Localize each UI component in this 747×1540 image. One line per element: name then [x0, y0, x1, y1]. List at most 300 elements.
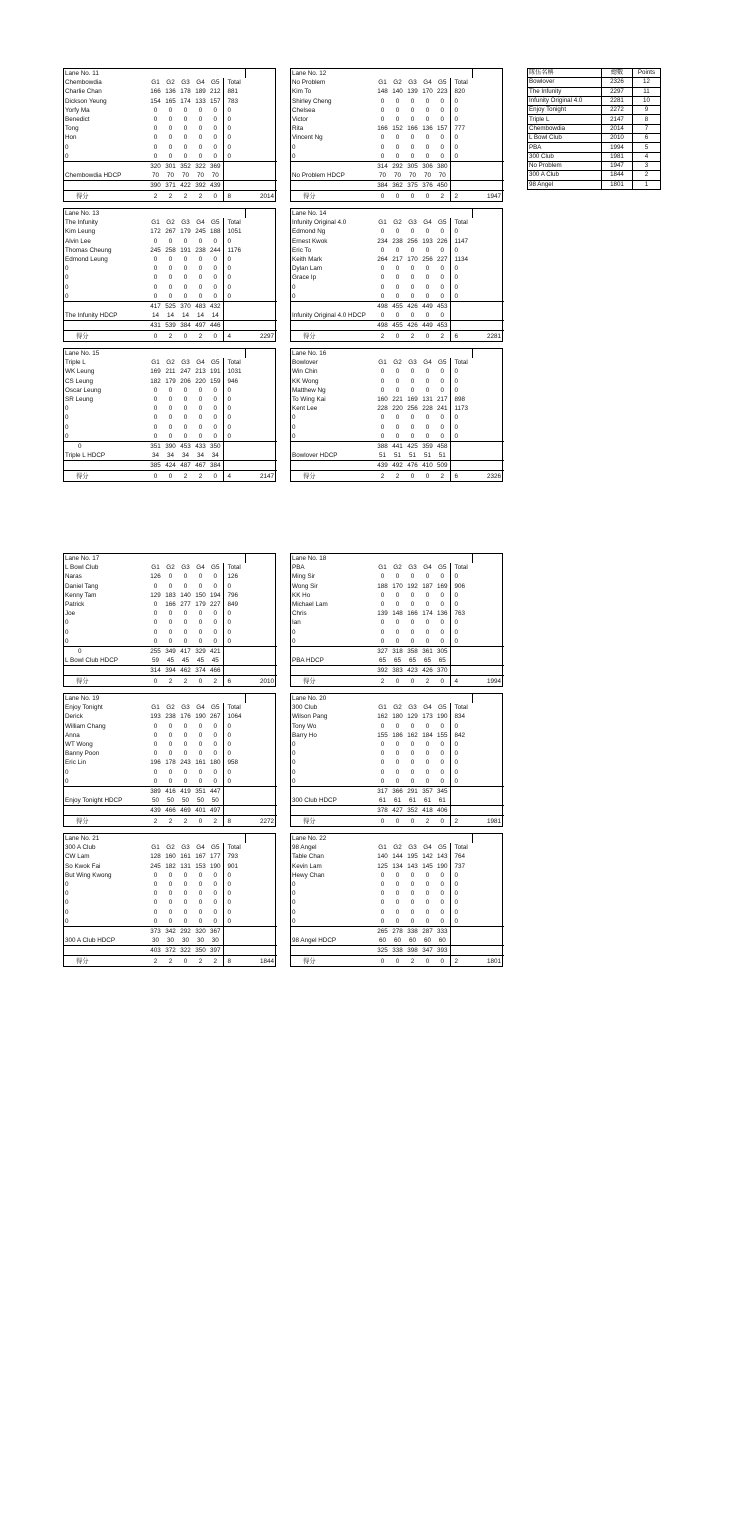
game-score: 0: [425, 890, 430, 898]
column-header: Total: [223, 78, 277, 87]
player-row: [64, 432, 277, 442]
player-name: Banny Poon: [65, 750, 100, 758]
player-name: Victor: [292, 116, 308, 124]
game-score: 0: [213, 256, 217, 264]
game-score: 0: [380, 414, 385, 422]
blank-cell: [223, 321, 277, 331]
game-score: 0: [153, 899, 158, 907]
game-score: 0: [168, 423, 173, 431]
hdcp-score: 51: [423, 452, 431, 460]
hdcp-score: 0: [395, 312, 400, 320]
player-row: [64, 871, 277, 880]
game-score: 0: [395, 377, 400, 385]
blank-cell: [450, 656, 504, 666]
game-points: 2: [193, 956, 208, 966]
game-score: 160: [377, 396, 388, 404]
game-score: 0: [168, 134, 173, 142]
player-row: [291, 97, 504, 106]
game-score: 166: [150, 88, 161, 96]
blank-cell: [450, 786, 504, 796]
subtotal-score: 291: [405, 786, 420, 796]
standings-total: 2272: [602, 106, 633, 115]
game-score: 0: [410, 432, 415, 440]
player-total: 0: [223, 618, 277, 627]
player-row: [291, 227, 504, 236]
game-score: 142: [422, 853, 433, 861]
player-name: But Wing Kwong: [65, 871, 112, 879]
game-score: 0: [168, 722, 173, 730]
player-total: 0: [450, 292, 504, 302]
game-score: 247: [180, 368, 191, 376]
player-total: 0: [450, 572, 504, 581]
column-header: G4: [423, 564, 432, 572]
player-name: Ian: [292, 619, 301, 627]
hdcp-score: 0: [410, 312, 415, 320]
player-total: 820: [450, 87, 504, 96]
game-score: 0: [168, 871, 173, 879]
game-points: 2: [178, 676, 193, 686]
game-score: 0: [410, 601, 415, 609]
game-total: 325: [375, 946, 390, 956]
game-score: 0: [168, 628, 173, 636]
hdcp-label: The Infunity HDCP: [65, 312, 118, 320]
game-score: 0: [425, 386, 430, 394]
standings-team: Triple L: [528, 115, 602, 124]
hdcp-score: 65: [423, 657, 431, 665]
game-total: 462: [178, 666, 193, 676]
column-header: G3: [408, 79, 417, 87]
game-total: 497: [193, 321, 208, 331]
points-total: 4: [223, 471, 245, 481]
game-score: 0: [440, 881, 444, 889]
standings-row: [528, 115, 661, 124]
team-name: PBA: [292, 564, 305, 572]
player-row: [64, 227, 277, 236]
game-total: 427: [390, 806, 405, 816]
subtotal-score: 292: [178, 926, 193, 936]
subtotal-label: [64, 161, 148, 171]
player-total: 0: [450, 880, 504, 889]
subtotal-score: 388: [375, 441, 390, 451]
player-total: 0: [450, 432, 504, 442]
blank-cell: [450, 161, 504, 171]
game-score: 0: [183, 908, 188, 916]
column-header: G4: [423, 219, 432, 227]
game-total: 406: [435, 806, 450, 816]
game-score: 169: [407, 396, 418, 404]
game-score: 0: [183, 881, 188, 889]
player-row: [64, 777, 277, 787]
blank-cell: [450, 181, 504, 191]
column-header: G4: [196, 704, 205, 712]
hdcp-score: 0: [380, 312, 385, 320]
game-score: 136: [165, 88, 176, 96]
player-total: 898: [450, 395, 504, 404]
game-score: 0: [380, 246, 385, 254]
column-header: G1: [378, 844, 387, 852]
player-total: 1147: [450, 237, 504, 246]
player-row: [291, 740, 504, 749]
player-total: 0: [223, 292, 277, 302]
game-score: 0: [395, 890, 400, 898]
player-row: [291, 237, 504, 246]
column-header: G3: [181, 79, 190, 87]
player-total: 0: [223, 898, 277, 907]
hdcp-score: 61: [438, 797, 446, 805]
hdcp-score: 0: [440, 312, 444, 320]
game-score: 0: [410, 143, 415, 151]
game-total: 467: [193, 461, 208, 471]
blank-cell: [223, 181, 277, 191]
lane-number: Lane No. 16: [292, 350, 327, 358]
blank-cell: [291, 321, 375, 331]
blank-cell: [450, 461, 504, 471]
game-score: 0: [183, 731, 188, 739]
game-points: 0: [420, 331, 435, 341]
game-score: 0: [410, 283, 415, 291]
game-score: 133: [195, 97, 206, 105]
player-name: 0: [292, 432, 296, 440]
player-total: 0: [450, 367, 504, 376]
column-header: G4: [196, 359, 205, 367]
player-total: 0: [223, 423, 277, 432]
game-total: 370: [435, 666, 450, 676]
lane-number: Lane No. 21: [65, 835, 100, 843]
game-score: 166: [407, 125, 418, 133]
game-score: 191: [209, 368, 221, 376]
player-name: William Chang: [65, 722, 106, 730]
game-points: 0: [405, 471, 420, 481]
player-row: [291, 413, 504, 422]
game-score: 173: [422, 713, 433, 721]
game-score: 0: [168, 386, 173, 394]
player-total: 796: [223, 591, 277, 600]
player-row: [64, 637, 277, 647]
game-score: 0: [198, 731, 203, 739]
standings-team: 98 Angel: [528, 180, 602, 189]
game-score: 0: [198, 116, 203, 124]
game-score: 129: [407, 713, 418, 721]
column-header: G1: [378, 359, 387, 367]
game-score: 0: [183, 386, 188, 394]
player-row: [64, 246, 277, 255]
column-header: G2: [166, 79, 175, 87]
game-total: 372: [163, 946, 178, 956]
subtotal-score: 342: [163, 926, 178, 936]
game-score: 0: [183, 106, 188, 114]
player-total: 0: [223, 871, 277, 880]
game-points: 0: [435, 816, 450, 826]
game-score: 0: [153, 722, 158, 730]
game-score: 0: [213, 116, 217, 124]
subtotal-label: [64, 301, 148, 311]
subtotal-score: 333: [435, 926, 450, 936]
player-row: [291, 889, 504, 898]
player-row: [291, 87, 504, 96]
game-score: 0: [380, 741, 385, 749]
player-name: Alvin Lee: [65, 237, 91, 245]
subtotal-score: 278: [390, 926, 405, 936]
column-header: G2: [393, 359, 402, 367]
player-name: 0: [292, 637, 296, 645]
game-points: 0: [375, 816, 390, 826]
subtotal-label: [291, 441, 375, 451]
player-row: [291, 731, 504, 740]
player-total: 0: [450, 591, 504, 600]
player-total: 737: [450, 862, 504, 871]
game-score: 0: [425, 722, 430, 730]
game-score: 238: [165, 713, 176, 721]
game-score: 0: [153, 256, 158, 264]
game-score: 0: [213, 731, 217, 739]
player-total: 0: [450, 283, 504, 292]
hdcp-label: PBA HDCP: [292, 657, 324, 665]
player-row: [291, 423, 504, 432]
game-score: 0: [213, 152, 217, 160]
player-row: [291, 152, 504, 162]
points-total: 4: [450, 676, 472, 686]
player-name: 0: [65, 768, 69, 776]
player-name: Dylan Lam: [292, 265, 323, 273]
hdcp-label: 300 Club HDCP: [292, 797, 337, 805]
game-score: 0: [183, 917, 188, 925]
player-row: [291, 115, 504, 124]
blank-cell: [245, 834, 277, 843]
game-score: 0: [440, 573, 444, 581]
game-score: 0: [440, 759, 444, 767]
player-name: CW Lam: [65, 853, 90, 861]
player-row: [291, 862, 504, 871]
player-total: 0: [223, 395, 277, 404]
game-score: 0: [425, 97, 430, 105]
points-label: 得分: [64, 676, 148, 686]
game-total: 352: [405, 806, 420, 816]
game-score: 0: [153, 265, 158, 273]
game-score: 0: [198, 432, 203, 440]
game-score: 0: [380, 722, 385, 730]
game-score: 191: [180, 246, 191, 254]
game-score: 0: [440, 292, 444, 300]
game-score: 0: [198, 423, 203, 431]
player-total: 0: [450, 637, 504, 647]
player-row: [291, 758, 504, 767]
player-total: 901: [223, 862, 277, 871]
standings-points: 2: [633, 171, 661, 180]
game-score: 228: [377, 405, 388, 413]
points-total: 8: [223, 191, 245, 201]
player-total: 763: [450, 609, 504, 618]
game-score: 0: [395, 777, 400, 785]
column-header: Total: [223, 358, 277, 367]
game-total: 446: [208, 321, 223, 331]
player-total: 0: [450, 600, 504, 609]
column-header: G4: [196, 844, 205, 852]
game-total: 498: [375, 321, 390, 331]
player-row: [64, 609, 277, 618]
player-row: [64, 264, 277, 273]
game-score: 166: [165, 601, 176, 609]
lane-number: Lane No. 13: [65, 210, 100, 218]
subtotal-score: 351: [193, 786, 208, 796]
subtotal-label: [291, 786, 375, 796]
grand-total: 2281: [472, 331, 504, 341]
player-name: Patrick: [65, 601, 85, 609]
lane-card-17: [63, 553, 276, 687]
player-total: 0: [223, 917, 277, 927]
column-header: G4: [423, 844, 432, 852]
game-points: 2: [420, 816, 435, 826]
game-score: 188: [209, 228, 221, 236]
game-score: 157: [436, 125, 448, 133]
game-score: 0: [380, 228, 385, 236]
blank-cell: [223, 441, 277, 451]
game-score: 0: [380, 274, 385, 282]
game-score: 0: [183, 432, 188, 440]
game-score: 0: [425, 228, 430, 236]
game-score: 0: [380, 750, 385, 758]
player-row: [291, 572, 504, 581]
game-score: 0: [425, 601, 430, 609]
game-score: 0: [153, 890, 158, 898]
hdcp-score: 60: [408, 937, 416, 945]
game-score: 190: [436, 713, 448, 721]
game-score: 0: [153, 274, 158, 282]
player-name: 0: [65, 405, 69, 413]
subtotal-score: 345: [435, 786, 450, 796]
player-row: [64, 758, 277, 767]
player-row: [291, 908, 504, 917]
player-total: 0: [223, 768, 277, 777]
game-total: 431: [148, 321, 163, 331]
game-points: 0: [208, 471, 223, 481]
game-score: 0: [395, 368, 400, 376]
game-score: 223: [436, 88, 448, 96]
game-points: 2: [193, 191, 208, 201]
game-score: 0: [183, 573, 188, 581]
game-score: 160: [165, 853, 176, 861]
hdcp-score: 50: [211, 797, 219, 805]
game-score: 0: [168, 116, 173, 124]
game-score: 0: [380, 591, 385, 599]
game-score: 245: [150, 246, 161, 254]
blank-cell: [223, 936, 277, 946]
lane-card-19: [63, 693, 276, 827]
standings-team: Enjoy Tonight: [528, 106, 602, 115]
game-score: 0: [425, 881, 430, 889]
team-name: The Infunity: [65, 219, 98, 227]
game-score: 0: [198, 152, 203, 160]
lane-number: Lane No. 18: [292, 555, 327, 563]
player-name: Kenny Tam: [65, 591, 97, 599]
subtotal-score: 447: [208, 786, 223, 796]
grand-total: 1801: [472, 956, 504, 966]
player-total: 0: [450, 889, 504, 898]
game-score: 131: [422, 396, 433, 404]
player-row: [291, 106, 504, 115]
player-row: [291, 917, 504, 927]
subtotal-score: 301: [163, 161, 178, 171]
game-score: 0: [153, 731, 158, 739]
game-score: 0: [183, 722, 188, 730]
game-total: 385: [148, 461, 163, 471]
player-row: [64, 582, 277, 591]
player-total: 0: [450, 273, 504, 282]
game-score: 140: [180, 591, 191, 599]
blank-cell: [450, 301, 504, 311]
player-name: 0: [292, 423, 296, 431]
subtotal-label: 0: [64, 646, 148, 656]
game-score: 0: [198, 106, 203, 114]
player-name: 0: [65, 619, 69, 627]
game-score: 0: [198, 637, 203, 645]
subtotal-label: [291, 646, 375, 656]
game-score: 0: [153, 152, 158, 160]
player-name: 0: [292, 628, 296, 636]
player-name: KK Wong: [292, 377, 319, 385]
standings-row: [528, 143, 661, 152]
game-score: 217: [392, 256, 403, 264]
subtotal-score: 359: [420, 441, 435, 451]
standings-row: [528, 87, 661, 96]
game-score: 0: [198, 274, 203, 282]
player-row: [291, 600, 504, 609]
player-name: Oscar Leung: [65, 386, 102, 394]
blank-cell: [245, 209, 277, 218]
grand-total: 1994: [472, 676, 504, 686]
points-label: 得分: [64, 956, 148, 966]
game-score: 0: [168, 731, 173, 739]
player-total: 0: [450, 97, 504, 106]
game-score: 217: [436, 396, 448, 404]
standings-points: 3: [633, 161, 661, 170]
game-score: 0: [168, 152, 173, 160]
player-total: 0: [223, 582, 277, 591]
blank-cell: [472, 554, 504, 563]
subtotal-score: 361: [420, 646, 435, 656]
game-score: 0: [168, 881, 173, 889]
lane-number: Lane No. 17: [65, 555, 100, 563]
player-name: Vincent Ng: [292, 134, 323, 142]
player-name: 0: [65, 265, 69, 273]
game-score: 0: [380, 881, 385, 889]
game-score: 0: [183, 405, 188, 413]
game-score: 0: [410, 619, 415, 627]
game-score: 0: [153, 610, 158, 618]
game-score: 0: [213, 237, 217, 245]
game-score: 0: [213, 619, 217, 627]
player-row: [64, 124, 277, 133]
player-name: 0: [292, 768, 296, 776]
hdcp-score: 70: [151, 172, 159, 180]
player-total: 958: [223, 758, 277, 767]
standings-row: [528, 78, 661, 87]
game-score: 0: [380, 292, 385, 300]
game-score: 0: [395, 917, 400, 925]
standings-total: 2010: [602, 134, 633, 143]
subtotal-label: [64, 786, 148, 796]
game-score: 0: [213, 768, 217, 776]
column-header: G5: [438, 79, 447, 87]
game-points: 2: [435, 471, 450, 481]
game-score: 0: [153, 134, 158, 142]
game-score: 0: [425, 573, 430, 581]
game-score: 267: [209, 713, 221, 721]
subtotal-score: 306: [420, 161, 435, 171]
subtotal-score: 318: [390, 646, 405, 656]
game-score: 243: [180, 759, 191, 767]
game-score: 0: [380, 97, 385, 105]
game-score: 0: [213, 890, 217, 898]
